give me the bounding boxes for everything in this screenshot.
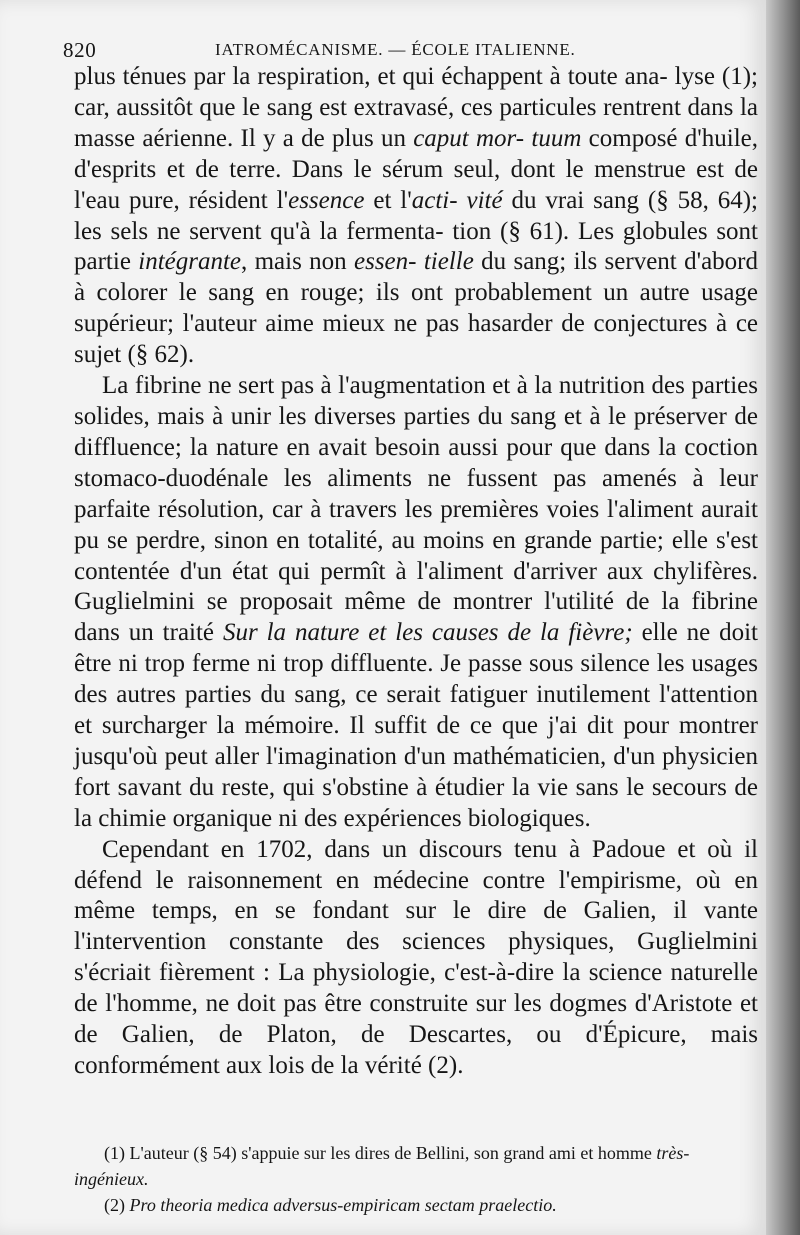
essence-word: essence (288, 186, 365, 214)
caput-mortuum-start: caput mor- (413, 124, 525, 152)
body-text (74, 62, 758, 1082)
paragraph-2-text-end: elle ne doit être ni trop ferme ni trop diffluente. Je passe sous silence les usages des autres parties du sang, ce serait fatiguer inutilement l'attention et surcharger la mémoire. Il suffit de ce que j'ai dit pour montrer jusqu'où peut aller l'imagination d'un mathématicien, d'un physicien fort savant du reste, qui s'obstine à étudier la vie sans le secours de la chimie organique ni des expériences biologiques. (74, 619, 758, 832)
caput-mortuum-end: tuum (531, 124, 582, 152)
paragraph-1-line-10: mieux ne pas hasarder de conjectures à ce sujet (§ 62). (74, 310, 759, 369)
running-title: IATROMÉCANISME. — ÉCOLE ITALIENNE. (215, 40, 576, 59)
paragraph-1 (74, 62, 758, 371)
paragraph-1-line-1: plus ténues par la respiration, et qui échappent à toute ana- (74, 63, 668, 90)
footnote-1-number: (1) (104, 1143, 125, 1163)
footnote-2-italic: Pro theoria medica adversus-empiricam sectam praelectio. (125, 1195, 557, 1215)
paragraph-1-line-6: du vrai sang (§ 58, 64); les sels ne servent qu'à la fermenta- (74, 186, 759, 245)
integrante-word: intégrante (138, 248, 242, 276)
footnote-2 (74, 1192, 758, 1218)
paragraph-1-line-2: lyse (1); car, aussitôt que le sang est extravasé, ces particules (74, 63, 758, 121)
footnotes (74, 1140, 758, 1218)
paragraph-3-text: Cependant en 1702, dans un discours tenu à Padoue et où il défend le raisonnement en médecine contre l'empirisme, où en même temps, en se fondant sur le dire de Galien, il vante l'intervention constante des sciences physiques, Guglielmini s'écriait fièrement : La physiologie, c'est-à-dire la science naturelle de l'homme, ne doit pas être construite sur les dogmes d'Aristote et de Galien, de Platon, de Descartes, ou d'Épicure, mais conformément aux lois de la vérité (2). (74, 835, 758, 1079)
paragraph-1-line-5: dont le menstrue est de l'eau pure, résident l' (74, 155, 758, 214)
paragraph-2-text-start: La fibrine ne sert pas à l'augmentation et à la nutrition des parties solides, mais à unir les diverses parties du sang et à le préserver de diffluence; la nature en avait besoin aussi pour que dans la coction stomaco-duodénale les aliments ne fussent pas amenés à leur parfaite résolution, car à travers les premières voies l'aliment aurait pu se perdre, sinon en totalité, au moins en grande partie; elle s'est contentée d'un état qui permît à l'aliment d'arriver aux chylifères. Guglielmini se proposait même de montrer l'utilité de la fibrine dans un traité (74, 372, 758, 647)
paragraph-1-line-5-mid: et l' (364, 186, 412, 214)
paragraph-1-line-7: tion (§ 61). Les globules sont partie (74, 217, 759, 276)
paragraph-1-line-8: du sang; ils servent d'abord à colorer le sang en rouge; (74, 248, 759, 307)
essentielle-start: essen- (354, 248, 417, 276)
paragraph-1-line-4: composé d'huile, d'esprits et de terre. Dans le sérum seul, (74, 124, 759, 183)
essentielle-end: tielle (423, 248, 474, 276)
activite-start: acti- (411, 186, 458, 214)
book-spine-shadow (766, 0, 800, 1235)
footnote-1-text: L'auteur (§ 54) s'appuie sur les dires de Bellini, son grand ami et homme (125, 1143, 657, 1163)
footnote-1-italic: très-ingénieux. (74, 1143, 690, 1189)
footnote-2-number: (2) (104, 1195, 125, 1215)
paragraph-1-line-3: rentrent dans la masse aérienne. Il y a de plus un (74, 93, 759, 152)
page-number: 820 (63, 38, 97, 62)
footnote-1 (74, 1140, 758, 1192)
paragraph-2 (74, 371, 758, 835)
activite-end: vité (466, 186, 503, 214)
paragraph-1-line-7-mid: , mais non (241, 248, 354, 276)
page-header (63, 38, 623, 62)
treatise-title: Sur la nature et les causes de la fièvre; (222, 619, 633, 647)
paragraph-3 (74, 835, 758, 1082)
paragraph-1-line-9: ils ont probablement un autre usage supérieur; l'auteur aime (74, 279, 759, 338)
